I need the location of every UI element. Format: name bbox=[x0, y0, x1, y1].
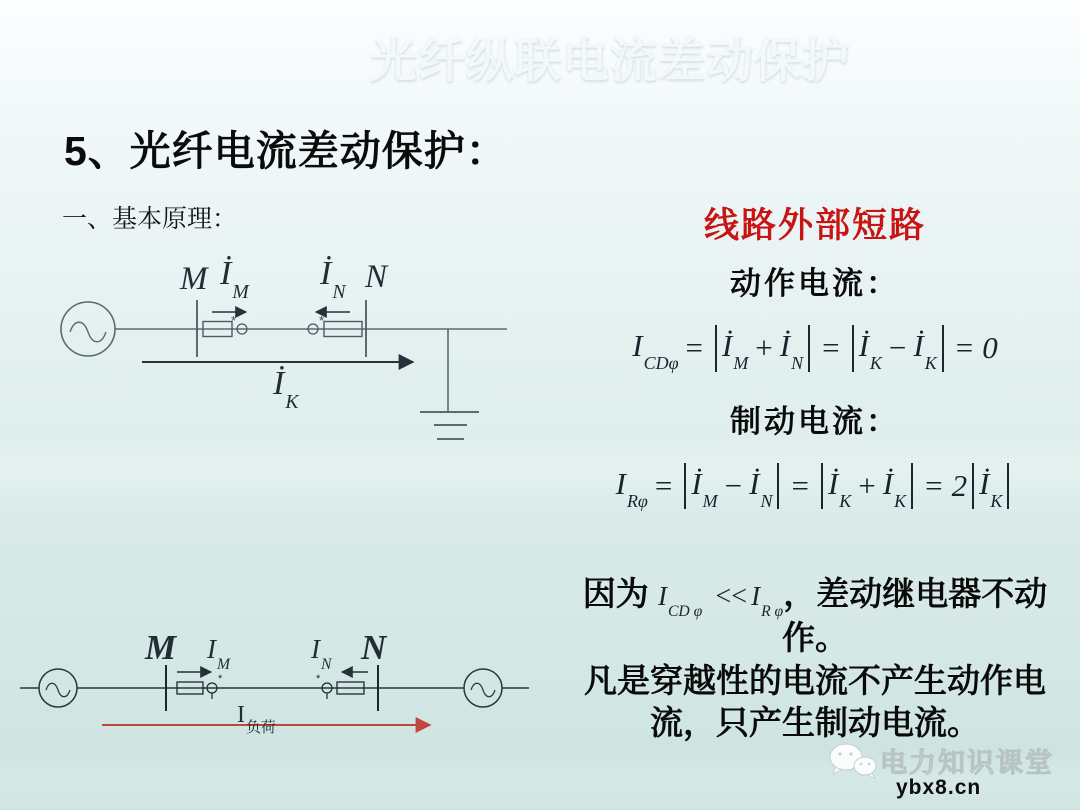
polarity-mark-m: * bbox=[231, 313, 237, 328]
ik-label: $İ_K$ bbox=[273, 365, 299, 413]
external-fault-circuit-diagram bbox=[20, 255, 520, 460]
generator-left-sine-icon bbox=[46, 683, 70, 697]
generator-right-sine-icon bbox=[471, 683, 495, 697]
watermark-site: ybx8.cn bbox=[896, 776, 982, 799]
generator-left-icon bbox=[39, 669, 77, 707]
generator-icon bbox=[61, 302, 115, 356]
external-fault-circuit-svg bbox=[20, 255, 520, 460]
polarity-mark-n: * bbox=[316, 673, 321, 685]
operate-current-formula: $I_{CD\varphi}$ = $İ_M$ + $İ_N$ = $İ_K$ − $İ_K$ = 0 bbox=[555, 325, 1075, 372]
watermark bbox=[826, 741, 1076, 800]
im-label: $I_M$ bbox=[207, 634, 231, 674]
bus-m-label: M bbox=[145, 628, 177, 667]
ghost-chapter-title: 光纤纵联电流差动保护 bbox=[370, 34, 850, 87]
polarity-mark-m: * bbox=[218, 673, 223, 685]
bus-m-label: M bbox=[180, 261, 208, 297]
analysis-column bbox=[555, 198, 1075, 523]
operate-current-label: 动作电流： bbox=[730, 266, 900, 301]
restrain-current-label: 制动电流： bbox=[730, 403, 900, 439]
conclusion-paragraph-1: 因为 $I_{CD \varphi} << I_{R \varphi}$，差动继电器不动作。 bbox=[582, 575, 1048, 657]
generator-right-icon bbox=[464, 669, 502, 707]
polarity-mark-n: * bbox=[319, 313, 325, 328]
page-title: 5、光纤电流差动保护： bbox=[64, 128, 508, 174]
load-current-label: $I_{负荷}$ bbox=[237, 702, 276, 737]
generator-sine-icon bbox=[70, 322, 106, 342]
in-label: $I_N$ bbox=[311, 634, 332, 674]
bus-n-label: N bbox=[365, 259, 388, 295]
external-fault-title: 线路外部短路 bbox=[703, 206, 926, 245]
wechat-icon bbox=[826, 742, 880, 780]
in-label: $İ_N$ bbox=[320, 255, 346, 303]
watermark-brand: 电力知识课堂 bbox=[880, 748, 1054, 778]
bus-n-label: N bbox=[361, 628, 387, 667]
ir-inline-math: $I_{R \varphi}$ bbox=[751, 581, 784, 621]
section-subtitle: 一、基本原理： bbox=[62, 205, 238, 233]
im-label: $İ_M$ bbox=[220, 255, 249, 303]
load-current-circuit-diagram bbox=[15, 618, 535, 753]
restrain-current-formula: $I_{R\varphi}$ = $İ_M$ − $İ_N$ = $İ_K$ + $İ_K$ = 2 $İ_K$ bbox=[555, 463, 1075, 510]
icd-inline-math: $I_{CD \varphi}$ bbox=[657, 581, 703, 621]
conclusion-paragraph-2: 凡是穿越性的电流不产生动作电流，只产生制动电流。 bbox=[584, 662, 1046, 742]
